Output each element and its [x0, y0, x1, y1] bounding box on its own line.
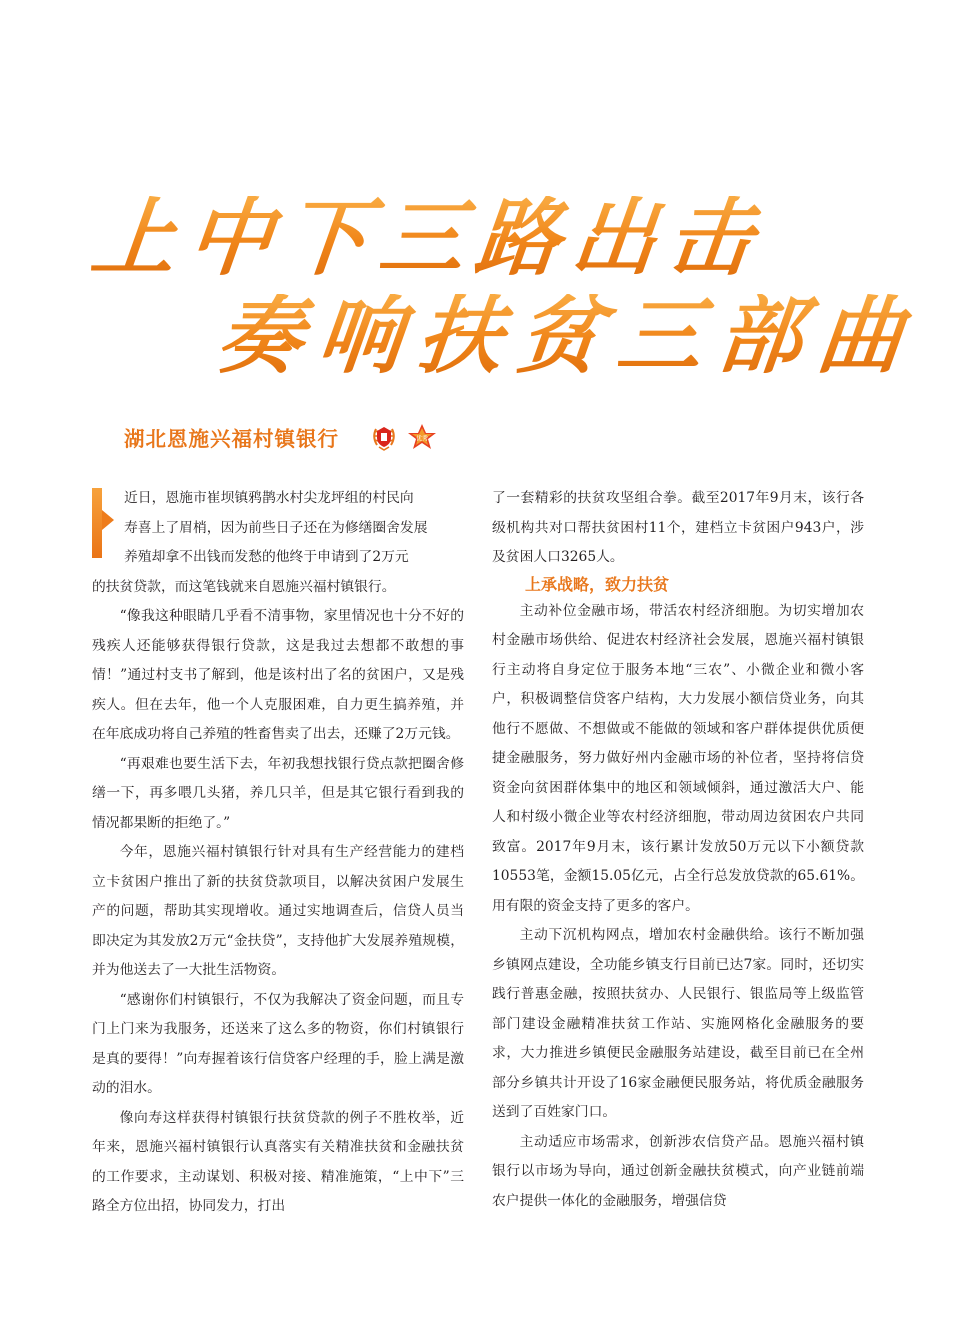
lead-line-3: 养殖却拿不出钱而发愁的他终于申请到了2万元	[124, 549, 409, 565]
paragraph: “感谢你们村镇银行，不仅为我解决了资金问题，而且专门上门来为我服务，还送来了这么多的物资，你们村镇银行是真的要得！”向寿握着该行信贷客户经理的手，脸上满是激动的泪水。	[92, 991, 464, 1096]
star-badge-icon	[405, 423, 439, 451]
left-column	[92, 484, 464, 1222]
lead-line-1: 近日，恩施市崔坝镇鸦鹊水村尖龙坪组的村民向	[124, 490, 414, 506]
byline	[124, 421, 439, 453]
paragraph: 主动下沉机构网点，增加农村金融供给。该行不断加强乡镇网点建设，全功能乡镇支行目前已达7家。同时，还切实践行普惠金融，按照扶贫办、人民银行、银监局等上级监管部门建设金融精准扶贫工作站、实施网格化金融服务的要求，大力推进乡镇便民金融服务站建设，截至目前已在全州部分乡镇共计开设了16家金融便民服务站，将优质金融服务送到了百姓家门口。	[492, 927, 864, 1120]
section-subhead: 上承战略，致力扶贫	[525, 574, 670, 594]
headline-line-2: 奏响扶贫三部曲	[212, 286, 924, 385]
paragraph: “再艰难也要生活下去，年初我想找银行贷点款把圈舍修缮一下，再多喂几头猪，养几只羊，但是其它银行看到我的情况都果断的拒绝了。”	[92, 755, 464, 831]
headline-line-1: 上中下三路出击	[86, 188, 770, 287]
paragraph: 主动适应市场需求，创新涉农信贷产品。恩施兴福村镇银行以市场为导向，通过创新金融扶贫模式，向产业链前端农户提供一体化的金融服务，增强信贷	[492, 1133, 864, 1209]
continuation-paragraph: 了一套精彩的扶贫攻坚组合拳。截至2017年9月末，该行各级机构共对口帮扶贫困村11个，建档立卡贫困户943户，涉及贫困人口3265人。	[492, 490, 864, 565]
organization-name: 湖北恩施兴福村镇银行	[124, 427, 339, 451]
paragraph: 像向寿这样获得村镇银行扶贫贷款的例子不胜枚举，近年来，恩施兴福村镇银行认真落实有关精准扶贫和金融扶贫的工作要求，主动谋划、积极对接、精准施策，“上中下”三路全方位出招，协同发力，打出	[92, 1109, 464, 1214]
badge-text: 优秀	[415, 435, 429, 443]
lead-line-2: 寿喜上了眉梢，因为前些日子还在为修缮圈舍发展	[124, 519, 428, 536]
paragraph: 主动补位金融市场，带活农村经济细胞。为切实增加农村金融市场供给、促进农村经济社会发展，恩施兴福村镇银行主动将自身定位于服务本地“三农”、小微企业和微小客户，积极调整信贷客户结构，大力发展小额信贷业务，向其他行不愿做、不想做或不能做的领域和客户群体提供优质便捷金融服务，努力做好州内金融市场的补位者，坚持将信贷资金向贫困群体集中的地区和领域倾斜，通过激活大户、能人和村级小微企业等农村经济细胞，带动周边贫困农户共同致富。2017年9月末，该行累计发放50万元以下小额贷款10553笔，金额15.05亿元，占全行总发放贷款的65.61%。用有限的资金支持了更多的客户。	[492, 602, 864, 914]
bank-logo-icon	[371, 423, 397, 451]
emblem-group	[371, 423, 439, 451]
right-column	[492, 484, 864, 1216]
lead-tail: 的扶贫贷款，而这笔钱就来自恩施兴福村镇银行。	[92, 578, 396, 595]
paragraph: 今年，恩施兴福村镇银行针对具有生产经营能力的建档立卡贫困户推出了新的扶贫贷款项目，以解决贫困户发展生产的问题，帮助其实现增收。通过实地调查后，信贷人员当即决定为其发放2万元“金扶贷”，支持他扩大发展养殖规模，并为他送去了一大批生活物资。	[92, 844, 464, 978]
paragraph: “像我这种眼睛几乎看不清事物，家里情况也十分不好的残疾人还能够获得银行贷款，这是我过去想都不敢想的事情！”通过村支书了解到，他是该村出了名的贫困户，又是残疾人。但在去年，他一个人克服困难，自力更生搞养殖，并在年底成功将自己养殖的牲畜售卖了出去，还赚了2万元钱。	[92, 608, 464, 742]
